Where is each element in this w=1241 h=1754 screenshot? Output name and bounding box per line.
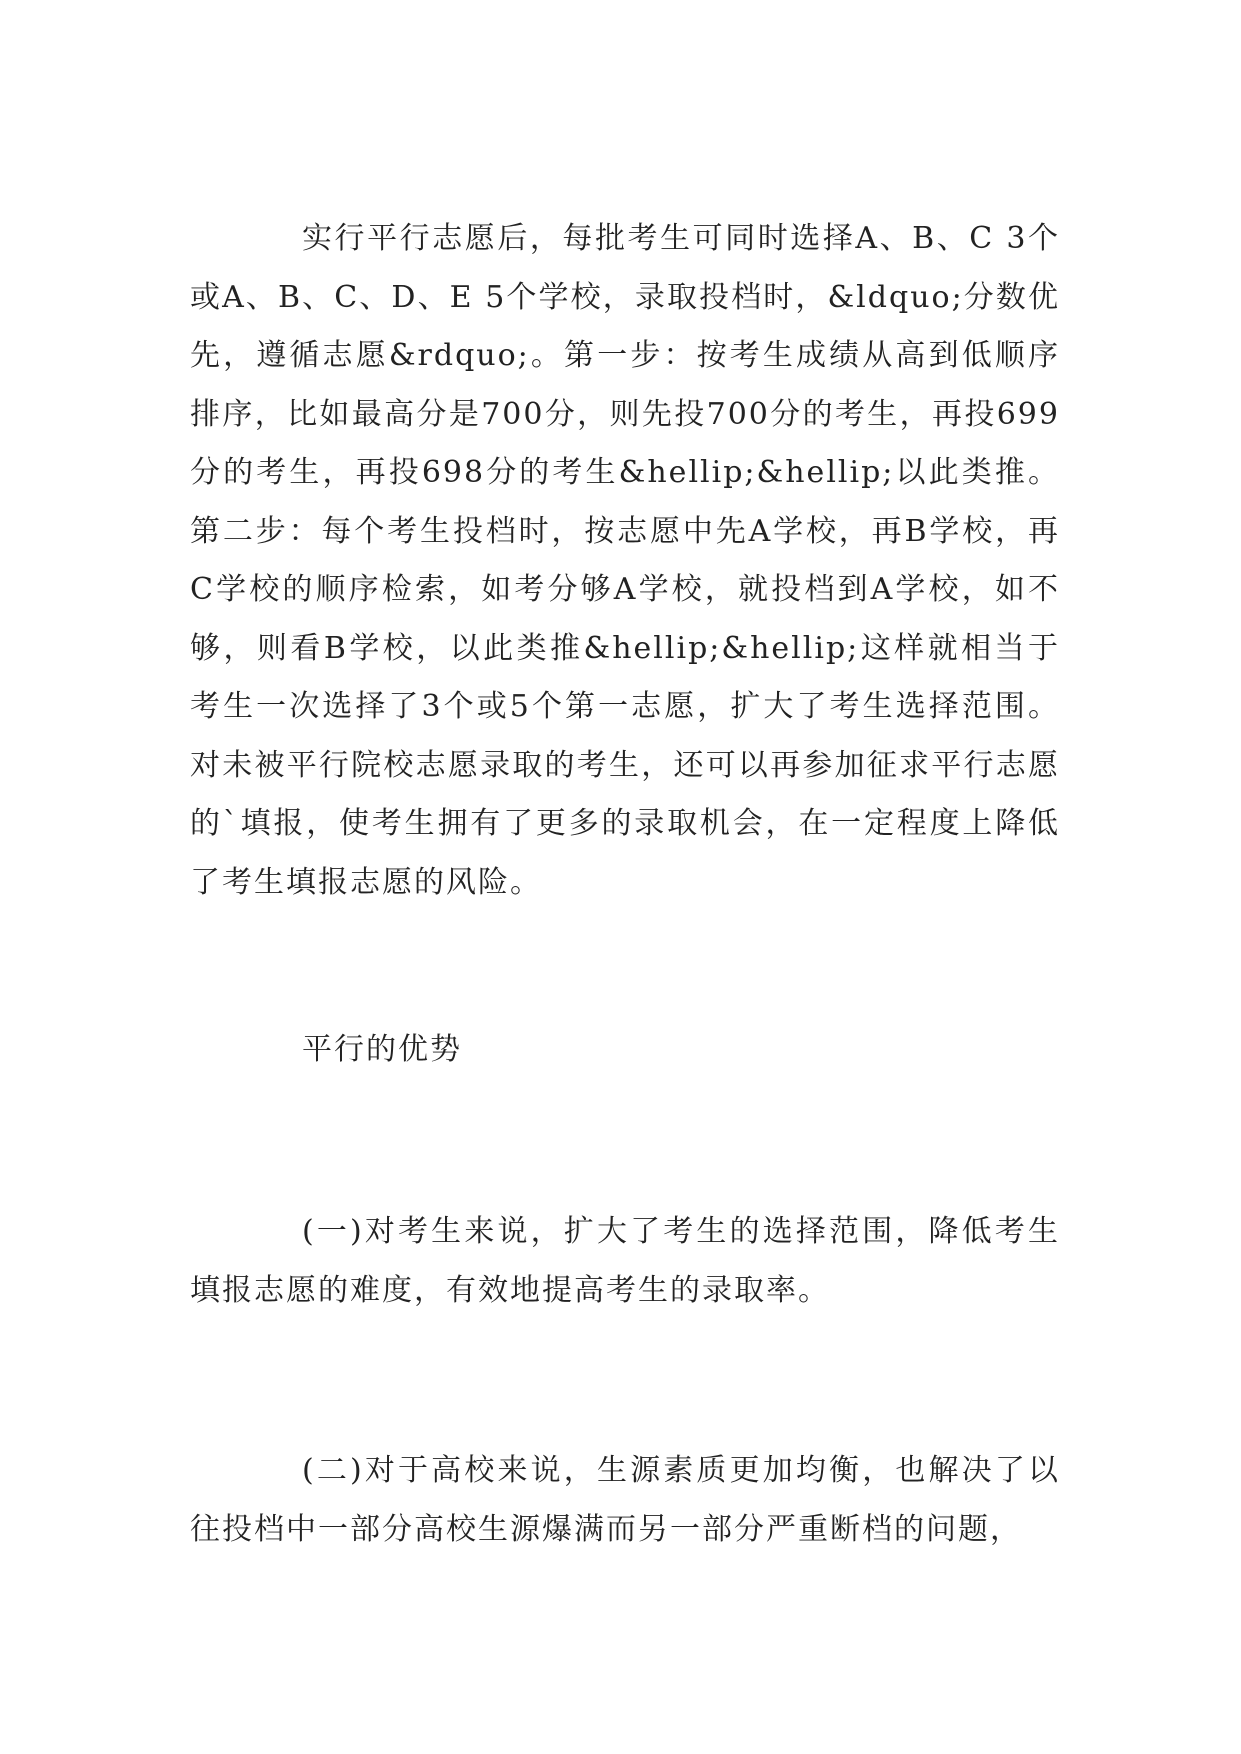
paragraph-advantage-students: (一)对考生来说，扩大了考生的选择范围，降低考生填报志愿的难度，有效地提高考生的录取率。 [190,1214,1060,1308]
document-body [190,210,1060,1547]
section-heading-advantages: 平行的优势 [302,1032,462,1067]
paragraph-advantage-universities: (二)对于高校来说，生源素质更加均衡，也解决了以往投档中一部分高校生源爆满而另一部分严重断档的问题， [190,1453,1060,1547]
paragraph-parallel-admission: 实行平行志愿后，每批考生可同时选择A、B、C 3个或A、B、C、D、E 5个学校，录取投档时，&ldquo;分数优先，遵循志愿&rdquo;。第一步：按考生成绩从高到低顺序排序，比如最高分是700分，则先投700分的考生，再投699分的考生，再投698分的考生&hellip;&hellip;以此类推。第二步：每个考生投档时，按志愿中先A学校，再B学校，再C学校的顺序检索，如考分够A学校，就投档到A学校，如不够，则看B学校，以此类推&hellip;&hellip;这样就相当于考生一次选择了3个或5个第一志愿，扩大了考生选择范围。对未被平行院校志愿录取的考生，还可以再参加征求平行志愿的`填报，使考生拥有了更多的录取机会，在一定程度上降低了考生填报志愿的风险。 [190,221,1060,900]
